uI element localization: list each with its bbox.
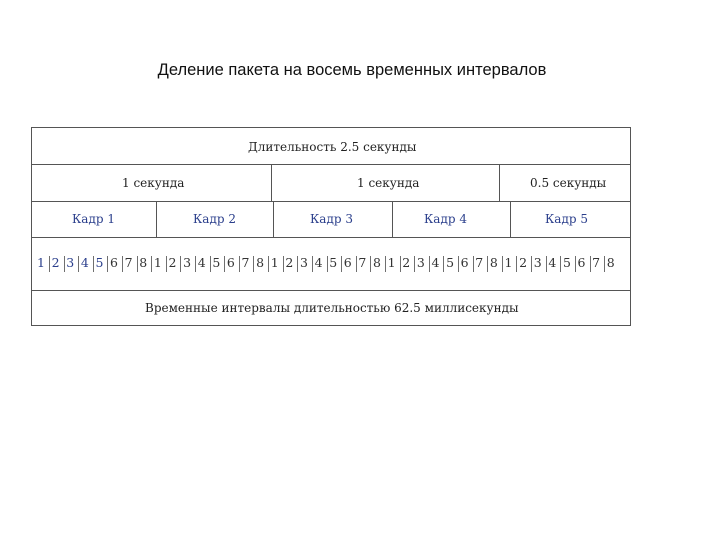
- timeslot-number: 7: [358, 255, 367, 271]
- timeslot-number: 7: [124, 255, 133, 271]
- timeslot-number: 3: [533, 255, 542, 271]
- timeslot-36: [547, 256, 561, 272]
- timeslot-number: 7: [592, 255, 601, 271]
- timeslot-3: [65, 256, 79, 272]
- timeslot-5: [94, 256, 108, 272]
- frame-label-5: Кадр 5: [545, 212, 588, 226]
- timeslot-number: 5: [95, 255, 104, 271]
- second-label-2: 1 секунда: [357, 176, 420, 190]
- frame-label-3: Кадр 3: [310, 212, 353, 226]
- timeslot-number: 2: [168, 255, 177, 271]
- timeslot-21: [328, 256, 342, 272]
- timeslot-1: [36, 256, 50, 272]
- timeslot-40: [606, 257, 616, 270]
- timeslot-37: [562, 256, 576, 272]
- timeslot-10: [167, 256, 181, 272]
- frame-cell-4: [393, 201, 511, 237]
- timeslot-number: 5: [562, 255, 571, 271]
- second-cell-2: [272, 164, 500, 201]
- timeslot-number: 5: [446, 255, 455, 271]
- timeslot-number: 2: [51, 255, 60, 271]
- timeslot-number: 4: [197, 255, 206, 271]
- timeslot-27: [416, 256, 430, 272]
- timeslot-number: 6: [577, 255, 586, 271]
- timeslot-6: [109, 256, 123, 272]
- timeslot-number: 3: [299, 255, 308, 271]
- timeslot-number: 3: [416, 255, 425, 271]
- timeslot-number: 7: [475, 255, 484, 271]
- seconds-row: [32, 164, 630, 202]
- timeslot-number: 2: [285, 255, 294, 271]
- second-label-1: 1 секунда: [122, 176, 185, 190]
- frame-cell-3: [274, 201, 393, 237]
- timeslot-number: 4: [314, 255, 323, 271]
- timeslot-number: 1: [153, 255, 162, 271]
- second-cell-1: [32, 164, 272, 201]
- timeslot-duration-label: Временные интервалы длительностью 62.5 миллисекунды: [145, 301, 519, 315]
- frame-label-1: Кадр 1: [72, 212, 115, 226]
- timeslot-number: 1: [387, 255, 396, 271]
- timeslot-number: 3: [66, 255, 75, 271]
- timeslot-number: 8: [489, 255, 498, 271]
- timeslot-38: [577, 256, 591, 272]
- timeslot-number: 4: [548, 255, 557, 271]
- timeslot-number: 2: [402, 255, 411, 271]
- timeslot-11: [182, 256, 196, 272]
- timeslot-12: [197, 256, 211, 272]
- timeslot-number: 8: [139, 255, 148, 271]
- footer-row: [32, 290, 630, 325]
- timeslot-23: [357, 256, 371, 272]
- timeslot-number: 6: [343, 255, 352, 271]
- timeslot-18: [284, 256, 298, 272]
- frame-label-2: Кадр 2: [193, 212, 236, 226]
- timeslot-number: 4: [80, 255, 89, 271]
- footer-cell: [32, 290, 630, 325]
- timeslot-strip: [36, 237, 616, 290]
- packet-diagram: [31, 127, 631, 326]
- timeslot-number: 6: [460, 255, 469, 271]
- timeslot-34: [518, 256, 532, 272]
- timeslot-number: 4: [431, 255, 440, 271]
- timeslot-number: 8: [606, 255, 615, 271]
- timeslot-19: [299, 256, 313, 272]
- packet-duration-label: Длительность 2.5 секунды: [248, 140, 417, 154]
- frame-cell-2: [157, 201, 274, 237]
- timeslot-8: [138, 256, 152, 272]
- timeslot-39: [591, 256, 605, 272]
- timeslot-22: [343, 256, 357, 272]
- timeslot-24: [372, 256, 386, 272]
- timeslot-number: 5: [212, 255, 221, 271]
- timeslot-35: [533, 256, 547, 272]
- packet-duration-row: [32, 128, 630, 165]
- timeslot-26: [401, 256, 415, 272]
- timeslot-number: 6: [110, 255, 118, 271]
- frame-cell-1: [32, 201, 157, 237]
- timeslot-number: 2: [519, 255, 528, 271]
- timeslot-31: [474, 256, 488, 272]
- timeslot-15: [241, 256, 255, 272]
- timeslot-29: [445, 256, 459, 272]
- frame-label-4: Кадр 4: [424, 212, 467, 226]
- timeslot-number: 3: [183, 255, 192, 271]
- packet-duration-cell: [32, 128, 630, 164]
- frame-cell-5: [511, 201, 630, 237]
- timeslot-14: [226, 256, 240, 272]
- timeslot-28: [430, 256, 444, 272]
- timeslot-16: [255, 256, 269, 272]
- timeslot-number: 6: [226, 255, 235, 271]
- timeslot-7: [124, 256, 138, 272]
- timeslot-2: [51, 256, 65, 272]
- timeslots-row: [32, 237, 630, 291]
- timeslot-32: [489, 256, 503, 272]
- half-second-label: 0.5 секунды: [530, 176, 607, 190]
- timeslot-9: [153, 256, 167, 272]
- timeslot-number: 5: [329, 255, 338, 271]
- timeslot-number: 7: [241, 255, 250, 271]
- timeslot-number: 8: [256, 255, 265, 271]
- timeslot-number: 1: [37, 255, 45, 271]
- half-second-cell: [500, 164, 630, 201]
- timeslot-30: [460, 256, 474, 272]
- timeslot-number: 1: [504, 255, 513, 271]
- timeslot-13: [211, 256, 225, 272]
- timeslot-20: [314, 256, 328, 272]
- timeslot-25: [387, 256, 401, 272]
- timeslot-number: 8: [373, 255, 381, 271]
- timeslot-33: [504, 256, 518, 272]
- frames-row: [32, 201, 630, 238]
- timeslot-17: [270, 256, 284, 272]
- timeslot-4: [80, 256, 94, 272]
- diagram-title: Деление пакета на восемь временных интервалов: [157, 61, 547, 79]
- timeslot-number: 1: [270, 255, 279, 271]
